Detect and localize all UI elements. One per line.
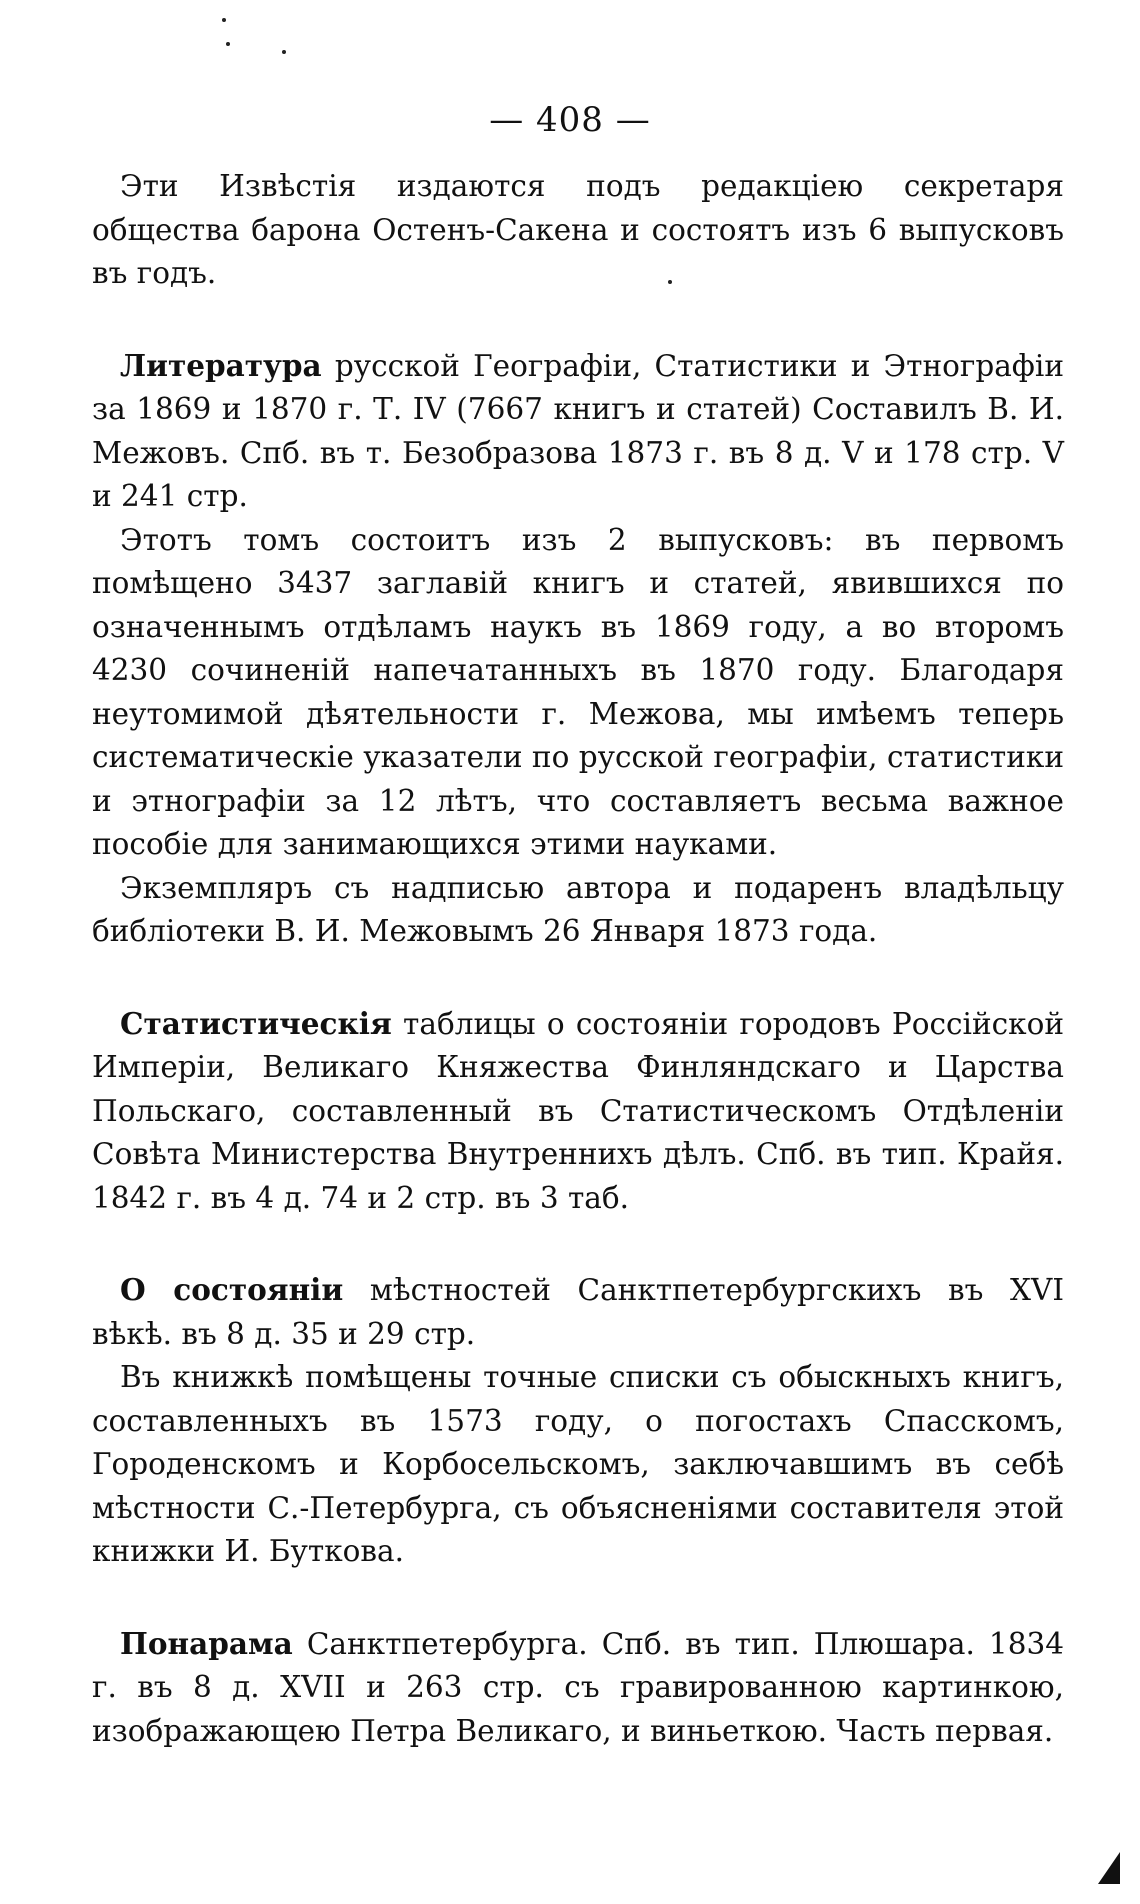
scan-speck — [282, 50, 286, 54]
spacer — [92, 296, 1064, 344]
entry-text: русской Географіи, Статистики и Этнографіи за 1869 и 1870 г. Т. IV (7667 книгъ и статей) Составилъ В. И. Межовъ. Спб. въ т. Безобразова 1873 г. въ 8 д. V и 178 стр. V и 241 стр. — [92, 348, 1064, 513]
paragraph-tom — [92, 519, 1064, 867]
paragraph-text: Въ книжкѣ помѣщены точные списки съ обыскныхъ книгъ, составленныхъ въ 1573 году, о погостахъ Спасскомъ, Городенскомъ и Корбосельскомъ, заключавшимъ въ себѣ мѣстности С.-Петербурга, съ объясненіями составителя этой книжки И. Буткова. — [92, 1360, 1064, 1568]
entry-text: таблицы о состояніи городовъ Россійской Имперіи, Великаго Княжества Финляндскаго и Царства Польскаго, составленный въ Статистическомъ Отдѣленіи Совѣта Министерства Внутреннихъ дѣлъ. Спб. въ тип. Крайя. 1842 г. въ 4 д. 74 и 2 стр. въ 3 таб. — [92, 1006, 1064, 1215]
scan-speck — [226, 42, 230, 46]
entry-statisticheskiya — [92, 1002, 1064, 1221]
paragraph-izvestiya — [92, 165, 1064, 296]
corner-mark — [1098, 1852, 1120, 1884]
paragraph-ekzemplyar — [92, 867, 1064, 954]
entry-text: Санктпетербурга. Спб. въ тип. Плюшара. 1834 г. въ 8 д. XVII и 263 стр. съ гравированною картинкою, изображающею Петра Великаго, и виньеткою. Часть первая. — [92, 1626, 1064, 1748]
entry-lead: Литература — [120, 347, 322, 383]
entry-o-sostoyanii — [92, 1268, 1064, 1356]
spacer — [92, 1220, 1064, 1268]
entry-lead: Статистическія — [120, 1005, 392, 1041]
page-number: — 408 — — [489, 100, 651, 140]
paragraph-text: Этотъ томъ состоитъ изъ 2 выпусковъ: въ первомъ помѣщено 3437 заглавій книгъ и статей, явившихся по означеннымъ отдѣламъ наукъ въ 1869 году, а во второмъ 4230 сочиненій напечатанныхъ въ 1870 году. Благодаря неутомимой дѣятельности г. Межова, мы имѣемъ теперь систематическіе указатели по русской географіи, статистики и этнографіи за 12 лѣтъ, что составляетъ весьма важное пособіе для занимающихся этими науками. — [92, 522, 1064, 861]
scan-speck — [222, 18, 226, 22]
spacer — [92, 1574, 1064, 1622]
paragraph-text: Экземпляръ съ надписью автора и подаренъ владѣльцу библіотеки В. И. Межовымъ 26 Января 1873 года. — [92, 870, 1064, 948]
entry-lead: Понарама — [120, 1625, 293, 1661]
entry-literatura — [92, 344, 1064, 519]
entry-panorama — [92, 1622, 1064, 1754]
page-body — [92, 165, 1064, 1753]
entry-lead: О состояніи — [120, 1272, 344, 1307]
entry-text: мѣстностей Санктпетербургскихъ въ XVI вѣкѣ. въ 8 д. 35 и 29 стр. — [92, 1273, 1064, 1351]
spacer — [92, 954, 1064, 1002]
paragraph-v-knizhke — [92, 1356, 1064, 1574]
paragraph-text: Эти Извѣстія издаются подъ редакціею секретаря общества барона Остенъ-Сакена и состоятъ изъ 6 выпусковъ въ годъ. — [92, 169, 1064, 290]
